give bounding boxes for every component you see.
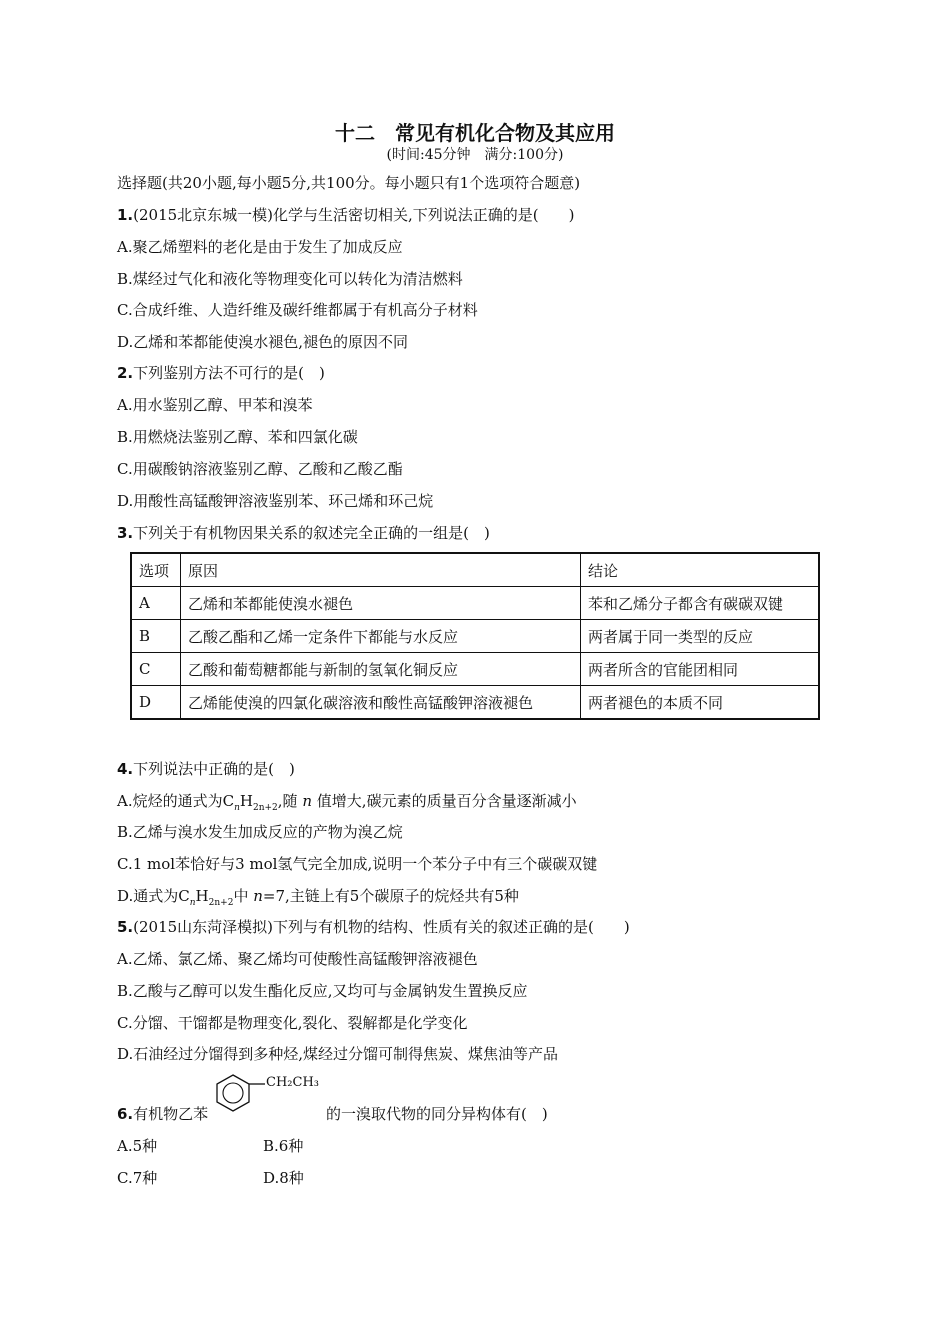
- table-cell: A: [131, 587, 181, 620]
- variable: n: [302, 792, 313, 810]
- table-row: [131, 587, 819, 620]
- table-cell: C: [131, 653, 181, 686]
- question-number: 3.: [117, 524, 134, 542]
- table-cell: 乙酸乙酯和乙烯一定条件下都能与水反应: [181, 620, 581, 653]
- question-5: [117, 916, 630, 937]
- table-row: [131, 653, 819, 686]
- question-stem: (2015山东菏泽模拟)下列与有机物的结构、性质有关的叙述正确的是( ): [133, 918, 630, 936]
- text: ,随: [277, 792, 298, 810]
- text: 中: [233, 887, 249, 905]
- table-header-row: [131, 553, 819, 587]
- cause-effect-table: [130, 552, 820, 720]
- question-number: 2.: [117, 364, 134, 382]
- table-cell: B: [131, 620, 181, 653]
- question-number: 6.: [117, 1105, 134, 1123]
- question-6-stem-post: 的一溴取代物的同分异构体有( ): [326, 1105, 548, 1123]
- table-row: [131, 686, 819, 720]
- text: 值增大,碳元素的质量百分含量逐渐减小: [316, 792, 577, 810]
- q6-option-c: C.7种: [117, 1169, 158, 1187]
- q2-option-b: B.用燃烧法鉴别乙醇、苯和四氯化碳: [117, 428, 358, 446]
- variable: n: [253, 887, 263, 905]
- text: D.通式为C: [117, 887, 190, 905]
- q5-option-a: A.乙烯、氯乙烯、聚乙烯均可使酸性高锰酸钾溶液褪色: [117, 950, 478, 968]
- question-6: [117, 1103, 208, 1124]
- instructions: 选择题(共20小题,每小题5分,共100分。每小题只有1个选项符合题意): [117, 174, 581, 192]
- q5-option-c: C.分馏、干馏都是物理变化,裂化、裂解都是化学变化: [117, 1014, 468, 1032]
- table-cell: 乙烯和苯都能使溴水褪色: [181, 587, 581, 620]
- subscript: n: [189, 898, 196, 908]
- table-cell: D: [131, 686, 181, 720]
- table-header-cell: 结论: [581, 553, 820, 587]
- question-stem: 下列鉴别方法不可行的是( ): [133, 364, 325, 382]
- table-cell: 两者属于同一类型的反应: [581, 620, 820, 653]
- table-header-cell: 原因: [181, 553, 581, 587]
- q5-option-d: D.石油经过分馏得到多种烃,煤经过分馏可制得焦炭、煤焦油等产品: [117, 1045, 559, 1063]
- question-3: [117, 522, 490, 543]
- table-cell: 苯和乙烯分子都含有碳碳双键: [581, 587, 820, 620]
- table-header-cell: 选项: [131, 553, 181, 587]
- q1-option-c: C.合成纤维、人造纤维及碳纤维都属于有机高分子材料: [117, 301, 478, 319]
- substituent-label: CH₂CH₃: [266, 1075, 319, 1090]
- table-cell: 两者所含的官能团相同: [581, 653, 820, 686]
- question-stem: 下列说法中正确的是( ): [133, 760, 295, 778]
- page-subtitle: (时间:45分钟 满分:100分): [386, 147, 564, 163]
- q4-option-b: B.乙烯与溴水发生加成反应的产物为溴乙烷: [117, 823, 403, 841]
- subscript: n: [234, 803, 240, 813]
- question-number: 4.: [117, 760, 134, 778]
- q5-option-b: B.乙酸与乙醇可以发生酯化反应,又均可与金属钠发生置换反应: [117, 982, 528, 1000]
- table-cell: 乙烯能使溴的四氯化碳溶液和酸性高锰酸钾溶液褪色: [181, 686, 581, 720]
- q6-option-a: A.5种: [117, 1137, 158, 1155]
- text: A.烷烃的通式为C: [117, 792, 235, 810]
- q4-option-a: [117, 790, 577, 813]
- text: H: [195, 887, 209, 905]
- table-row: [131, 620, 819, 653]
- text: =7,主链上有5个碳原子的烷烃共有5种: [262, 887, 519, 905]
- q2-option-c: C.用碳酸钠溶液鉴别乙醇、乙酸和乙酸乙酯: [117, 460, 403, 478]
- q6-option-d: D.8种: [263, 1169, 304, 1187]
- question-2: [117, 362, 325, 383]
- table-cell: 两者褪色的本质不同: [581, 686, 820, 720]
- q6-option-b: B.6种: [263, 1137, 304, 1155]
- question-4: [117, 758, 295, 779]
- question-number: 1.: [117, 206, 134, 224]
- q1-option-b: B.煤经过气化和液化等物理变化可以转化为清洁燃料: [117, 270, 463, 288]
- question-1: [117, 204, 575, 225]
- q2-option-d: D.用酸性高锰酸钾溶液鉴别苯、环己烯和环己烷: [117, 492, 434, 510]
- text: H: [239, 792, 253, 810]
- question-stem: 有机物乙苯: [133, 1105, 209, 1123]
- subscript: 2n+2: [252, 803, 278, 813]
- table-cell: 乙酸和葡萄糖都能与新制的氢氧化铜反应: [181, 653, 581, 686]
- subscript: 2n+2: [208, 898, 234, 908]
- q1-option-d: D.乙烯和苯都能使溴水褪色,褪色的原因不同: [117, 333, 409, 351]
- question-number: 5.: [117, 918, 134, 936]
- q4-option-d: [117, 885, 519, 908]
- ethylbenzene-structure: [213, 1071, 325, 1127]
- question-stem: (2015北京东城一模)化学与生活密切相关,下列说法正确的是( ): [133, 206, 575, 224]
- q2-option-a: A.用水鉴别乙醇、甲苯和溴苯: [117, 396, 313, 414]
- page-title: 十二 常见有机化合物及其应用: [335, 121, 615, 145]
- question-stem: 下列关于有机物因果关系的叙述完全正确的一组是( ): [133, 524, 490, 542]
- q1-option-a: A.聚乙烯塑料的老化是由于发生了加成反应: [117, 238, 403, 256]
- q4-option-c: C.1 mol苯恰好与3 mol氢气完全加成,说明一个苯分子中有三个碳碳双键: [117, 855, 598, 873]
